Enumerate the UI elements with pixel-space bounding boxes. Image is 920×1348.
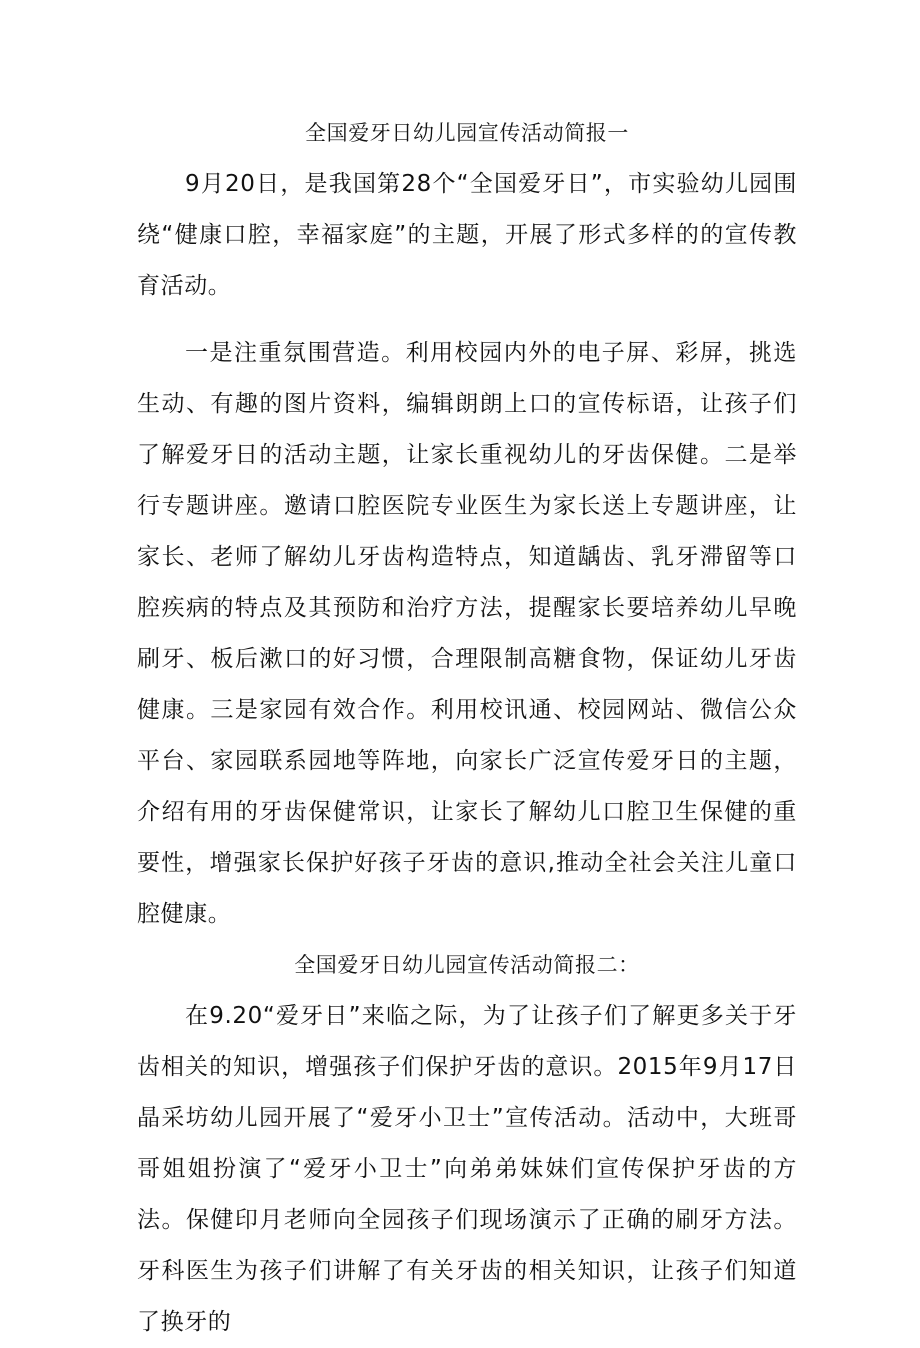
- briefing-two-paragraph: 在9.20“爱牙日”来临之际，为了让孩子们了解更多关于牙齿相关的知识，增强孩子们保护牙齿的意识。2015年9月17日晶采坊幼儿园开展了“爱牙小卫士”宣传活动。活动中，大班哥哥姐姐扮演了“爱牙小卫士”向弟弟妹妹们宣传保护牙齿的方法。保健印月老师向全园孩子们现场演示了正确的刷牙方法。牙科医生为孩子们讲解了有关牙齿的相关知识，让孩子们知道了换牙的: [137, 1003, 797, 1335]
- briefing-one-title: 全国爱牙日幼儿园宣传活动简报一: [305, 121, 629, 145]
- briefing-one-intro-paragraph: 9月20日，是我国第28个“全国爱牙日”，市实验幼儿园围绕“健康口腔，幸福家庭”的主题，开展了形式多样的的宣传教育活动。: [137, 171, 797, 299]
- briefing-one-activities-paragraph: 一是注重氛围营造。利用校园内外的电子屏、彩屏，挑选生动、有趣的图片资料，编辑朗朗上口的宣传标语，让孩子们了解爱牙日的活动主题，让家长重视幼儿的牙齿保健。二是举行专题讲座。邀请口腔医院专业医生为家长送上专题讲座，让家长、老师了解幼儿牙齿构造特点，知道龋齿、乳牙滞留等口腔疾病的特点及其预防和治疗方法，提醒家长要培养幼儿早晚刷牙、板后漱口的好习惯，合理限制高糖食物，保证幼儿牙齿健康。三是家园有效合作。利用校讯通、校园网站、微信公众平台、家园联系园地等阵地，向家长广泛宣传爱牙日的主题，介绍有用的牙齿保健常识，让家长了解幼儿口腔卫生保健的重要性，增强家长保护好孩子牙齿的意识,推动全社会关注儿童口腔健康。: [137, 340, 797, 927]
- briefing-two-title: 全国爱牙日幼儿园宣传活动简报二：: [294, 953, 640, 977]
- document-body: [137, 108, 797, 1348]
